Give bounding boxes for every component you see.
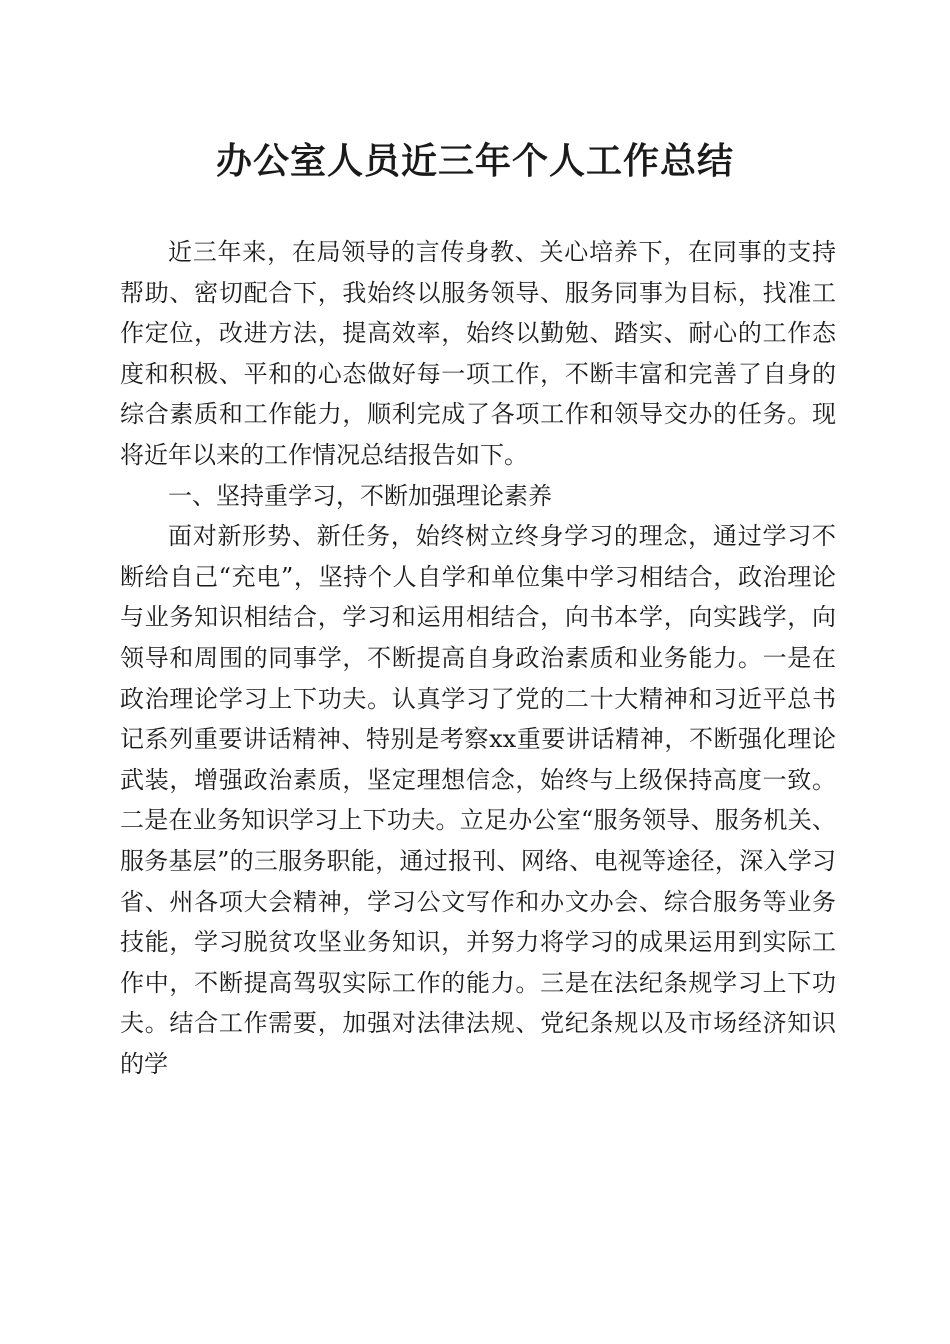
section-1-paragraph: 面对新形势、新任务，始终树立终身学习的理念，通过学习不断给自己“充电”，坚持个人自学和单位集中学习相结合，政治理论与业务知识相结合，学习和运用相结合，向书本学，向实践学，向领导和周围的同事学，不断提高自身政治素质和业务能力。一是在政治理论学习上下功夫。认真学习了党的二十大精神和习近平总书记系列重要讲话精神、特别是考察xx重要讲话精神，不断强化理论武装，增强政治素质，坚定理想信念，始终与上级保持高度一致。二是在业务知识学习上下功夫。立足办公室“服务领导、服务机关、服务基层”的三服务职能，通过报刊、网络、电视等途径，深入学习省、州各项大会精神，学习公文写作和办文办会、综合服务等业务技能，学习脱贫攻坚业务知识，并努力将学习的成果运用到实际工作中，不断提高驾驭实际工作的能力。三是在法纪条规学习上下功夫。结合工作需要，加强对法律法规、党纪条规以及市场经济知识的学 (120, 522, 836, 1078)
document-body (120, 232, 836, 1084)
document-title: 办公室人员近三年个人工作总结 (215, 140, 734, 182)
section-heading-1: 一、坚持重学习，不断加强理论素养 (168, 481, 552, 510)
intro-paragraph: 近三年来，在局领导的言传身教、关心培养下，在同事的支持帮助、密切配合下，我始终以服务领导、服务同事为目标，找准工作定位，改进方法，提高效率，始终以勤勉、踏实、耐心的工作态度和积极、平和的心态做好每一项工作，不断丰富和完善了自身的综合素质和工作能力，顺利完成了各项工作和领导交办的任务。现将近年以来的工作情况总结报告如下。 (120, 238, 836, 469)
